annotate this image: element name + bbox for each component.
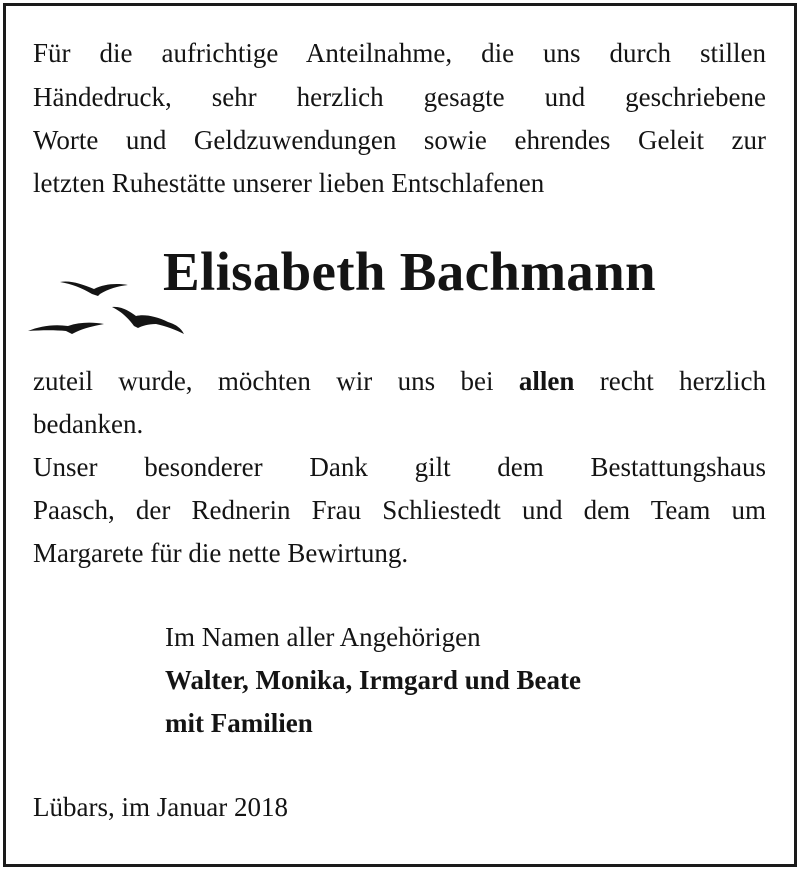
thanks-line-1 bbox=[33, 366, 766, 397]
thanks-text-before: zuteil wurde, möchten wir uns bei bbox=[33, 366, 494, 396]
intro-line-1: Für die aufrichtige Anteilnahme, die uns durch stillen bbox=[33, 38, 766, 68]
thanks-emphasis: allen bbox=[518, 366, 575, 396]
signature-family: mit Familien bbox=[165, 708, 313, 738]
thanks-text-after: recht herzlich bbox=[599, 366, 767, 396]
intro-line-3: Worte und Geldzuwendungen sowie ehrendes Geleit zur bbox=[33, 125, 766, 155]
signature-names: Walter, Monika, Irmgard und Beate bbox=[165, 665, 582, 695]
signature-intro: Im Namen aller Angehörigen bbox=[165, 622, 481, 652]
thanks-line-2: bedanken. bbox=[33, 409, 144, 439]
intro-line-2: Händedruck, sehr herzlich gesagte und geschriebene bbox=[33, 82, 766, 112]
special-thanks-line-2: Paasch, der Rednerin Frau Schliestedt und dem Team um bbox=[33, 495, 766, 525]
place-date: Lübars, im Januar 2018 bbox=[33, 792, 288, 822]
special-thanks-line-3: Margarete für die nette Bewirtung. bbox=[33, 538, 409, 568]
special-thanks-line-1: Unser besonderer Dank gilt dem Bestattungshaus bbox=[33, 452, 766, 482]
deceased-name: Elisabeth Bachmann bbox=[163, 241, 656, 302]
intro-line-4: letzten Ruhestätte unserer lieben Entschlafenen bbox=[33, 168, 545, 198]
